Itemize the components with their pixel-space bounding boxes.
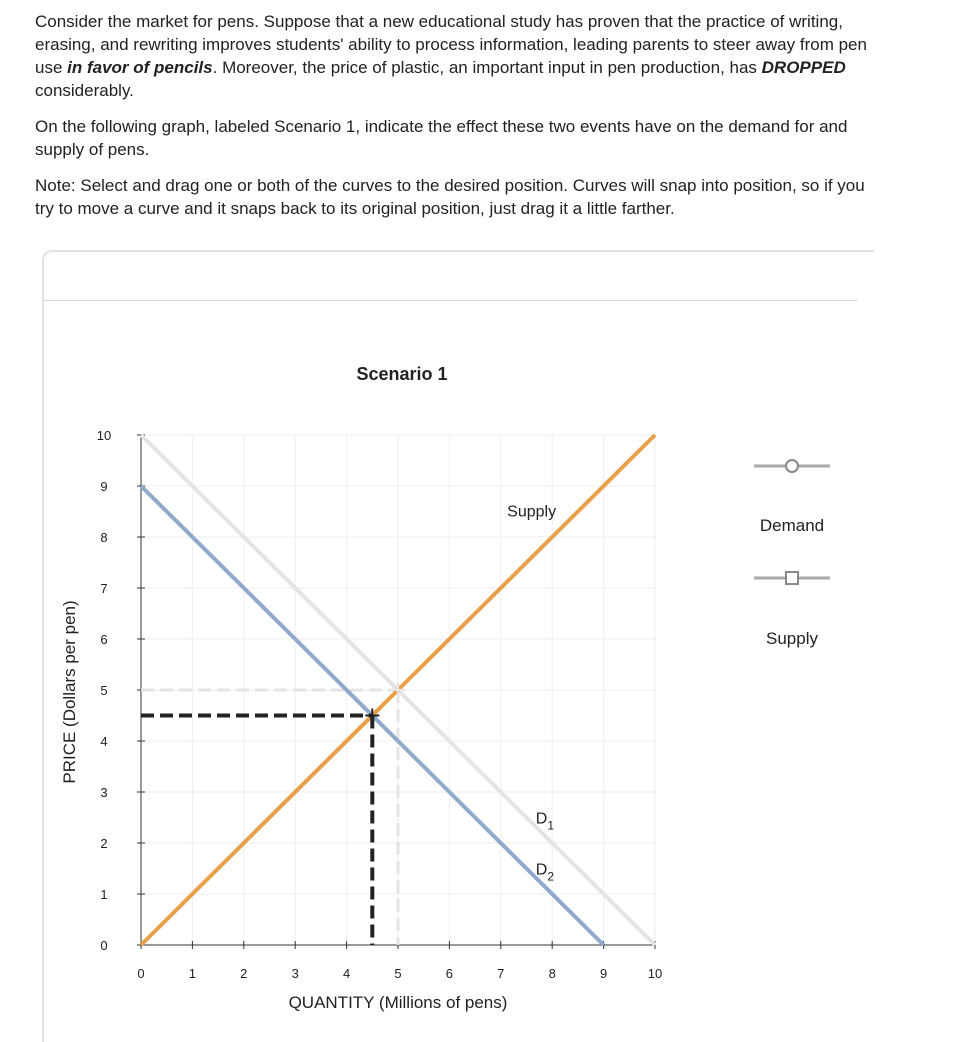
legend bbox=[754, 460, 830, 648]
legend-demand-label: Demand bbox=[759, 516, 825, 535]
x-tick-label: 0 bbox=[137, 966, 145, 981]
y-tick-label: 9 bbox=[100, 479, 108, 494]
emphasis-text: DROPPED bbox=[761, 58, 846, 77]
x-tick-label: 6 bbox=[445, 966, 454, 981]
legend-supply-marker-icon[interactable] bbox=[786, 572, 798, 584]
x-tick-label: 4 bbox=[342, 966, 351, 981]
x-tick-label: 7 bbox=[497, 966, 505, 981]
x-tick-label: 9 bbox=[599, 966, 608, 981]
y-tick-label: 3 bbox=[100, 785, 108, 800]
supply-curve-label: Supply bbox=[507, 503, 557, 521]
x-tick-label: 1 bbox=[188, 966, 197, 981]
emphasis-text: in favor of pencils bbox=[67, 58, 213, 77]
y-tick-label: 2 bbox=[100, 836, 108, 851]
y-tick-label: 5 bbox=[100, 683, 108, 698]
chart-title: Scenario 1 bbox=[356, 364, 448, 384]
x-tick-label: 2 bbox=[240, 966, 248, 981]
y-tick-label: 4 bbox=[100, 734, 108, 749]
y-tick-label: 0 bbox=[100, 938, 108, 953]
x-tick-label: 5 bbox=[394, 966, 402, 981]
y-axis-title: PRICE (Dollars per pen) bbox=[60, 600, 79, 784]
x-axis-title: QUANTITY (Millions of pens) bbox=[288, 993, 508, 1012]
question-text-part: . Moreover, the price of plastic, an important input in pen production, has bbox=[212, 58, 762, 77]
y-tick-label: 6 bbox=[100, 632, 108, 647]
question-text-part: considerably. bbox=[35, 81, 134, 100]
x-tick-label: 3 bbox=[291, 966, 299, 981]
y-tick-label: 8 bbox=[100, 530, 108, 545]
x-tick-label: 10 bbox=[647, 966, 663, 981]
y-tick-label: 7 bbox=[100, 581, 108, 596]
question-paragraph-2: On the following graph, labeled Scenario 1, indicate the effect these two events have on the demand for and supply of pens. bbox=[35, 117, 848, 159]
y-tick-label: 1 bbox=[100, 887, 108, 902]
demand-d2-label: $D_2$ bbox=[535, 861, 555, 884]
y-tick-label: 10 bbox=[96, 428, 112, 443]
legend-demand-marker-icon[interactable] bbox=[786, 460, 798, 472]
question-paragraph-3: Note: Select and drag one or both of the curves to the desired position. Curves will snap into position, so if you try to move a curve and it snaps back to its original position, just drag it a little farther. bbox=[35, 176, 865, 218]
x-tick-label: 8 bbox=[548, 966, 556, 981]
demand-d1-label: $D_1$ bbox=[535, 810, 555, 833]
legend-supply-label: Supply bbox=[766, 629, 818, 648]
question-text-part: Consider the market for pens. Suppose that a new educational study has proven that the practice of writing, erasing, and rewriting improves students' ability to process information, leading parents to steer away from pen use bbox=[35, 12, 867, 77]
